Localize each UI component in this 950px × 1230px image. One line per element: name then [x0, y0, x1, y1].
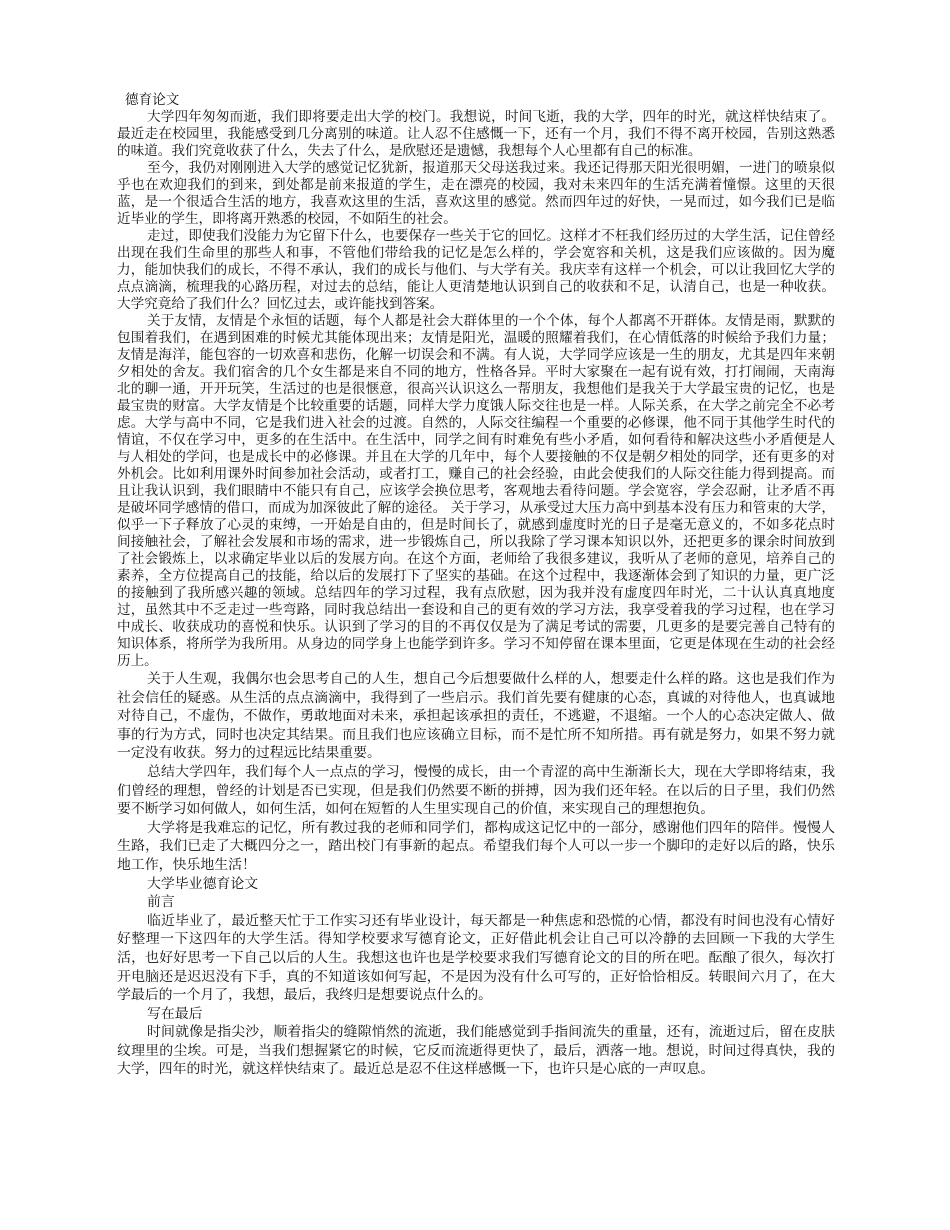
preface-paragraph: 临近毕业了，最近整天忙于工作实习还有毕业设计，每天都是一种焦虑和恐慌的心情，都没有时间也没有心情好好整理一下这四年的大学生活。得知学校要求写德育论文，正好借此机会让自己可以冷静的去回顾一下我的大学生活，也好好思考一下自己以后的人生。我想这也许也是学校要求我们写德育论文的目的所在吧。酝酿了很久，每次打开电脑还是迟迟没有下手，真的不知道该如何写起，不是因为没有什么可写的，正好恰恰相反。转眼间六月了，在大学最后的一个月了，我想，最后，我终归是想要说点什么的。	[117, 912, 835, 1004]
last-heading: 写在最后	[147, 1005, 203, 1022]
paragraph-outlook: 关于人生观，我偶尔也会思考自己的人生，想自己今后想要做什么样的人，想要走什么样的路。这也是我们作为社会信任的疑惑。从生活的点点滴滴中，我得到了一些启示。我们首先要有健康的心态，真诚的对待他人，也真诚地对待自己，不虚伪，不做作，勇敢地面对未来，承担起该承担的责任，不逃避，不退缩。一个人的心态决定做人、做事的行为方式，同时也决定其结果。而且我们也应该确立目标，而不是忙所不知所措。再有就是努力，如果不努力就一定没有收获。努力的过程远比结果重要。	[117, 671, 835, 762]
paragraph-memory: 至今，我仍对刚刚进入大学的感觉记忆犹新，报道那天父母送我过来。我还记得那天阳光很明媚，一进门的喷泉似乎也在欢迎我们的到来，到处都是前来报道的学生，走在漂亮的校园，我对未来四年的生活充满着憧憬。这里的天很蓝，是一个很适合生活的地方，我喜欢这里的生活，喜欢这里的感觉。然而四年过的好快，一晃而过，如今我们已是临近毕业的学生，即将离开熟悉的校园，不如陌生的社会。	[117, 160, 835, 227]
paragraph-closing: 大学将是我难忘的记忆，所有教过我的老师和同学们，都构成这记忆中的一部分，感谢他们四年的陪伴。慢慢人生路，我们已走了大概四分之一，踏出校门有事新的起点。希望我们每个人可以一步一个脚印的走好以后的路，快乐地工作，快乐地生活！	[117, 819, 835, 873]
paragraph-recall: 走过，即使我们没能力为它留下什么，也要保存一些关于它的回忆。这样才不枉我们经历过的大学生活，记住曾经出现在我们生命里的那些人和事，不管他们带给我的记忆是怎么样的，学会宽容和关机，这是我们应该做的。因为魔力，能加快我们的成长，不得不承认，我们的成长与他们、与大学有关。我庆幸有这样一个机会，可以让我回忆大学的点点滴滴，梳理我的心路历程，对过去的总结，能让人更清楚地认识到自己的收获和不足，认清自己，也是一种收获。大学究竟给了我们什么？回忆过去，或许能找到答案。	[117, 228, 835, 312]
paragraph-intro: 大学四年匆匆而逝，我们即将要走出大学的校门。我想说，时间飞逝，我的大学，四年的时光，就这样快结束了。最近走在校园里，我能感受到几分离别的味道。让人忍不住感慨一下，还有一个月，我们不得不离开校园，告别这熟悉的味道。我们究竟收获了什么，失去了什么，是欣慰还是遗憾，我想每个人心里都有自己的标准。	[117, 109, 835, 159]
second-title: 大学毕业德育论文	[147, 875, 259, 892]
paragraph-friendship-study: 关于友情，友情是个永恒的话题，每个人都是社会大群体里的一个个体，每个人都离不开群体。友情是雨，默默的包围着我们，在遇到困难的时候尤其能体现出来；友情是阳光，温暖的照耀着我们，在心情低落的时候给予我们力量；友情是海洋，能包容的一切欢喜和悲伤，化解一切误会和不满。有人说，大学同学应该是一生的朋友，尤其是四年来朝夕相处的舍友。我们宿舍的几个女生都是来自不同的地方，性格各异。平时大家聚在一起有说有效，打打闹闹，天南海北的聊一通，开开玩笑，生活过的也是很惬意，很高兴认识这么一帮朋友，我想他们是我关于大学最宝贵的记忆，也是最宝贵的财富。大学友情是个比较重要的话题，同样大学力度饿人际交往也是一样。人际关系，在大学之前完全不必考虑。大学与高中不同，它是我们进入社会的过渡。自然的，人际交往编程一个重要的必修课，他不同于其他学生时代的情谊，不仅在学习中，更多的在生活中。在生活中，同学之间有时难免有些小矛盾，如何看待和解决这些小矛盾便是人与人相处的学问，也是成长中的必修课。并且在大学的几年中，每个人要接触的不仅是朝夕相处的同学，还有更多的对外机会。比如利用课外时间参加社会活动，或者打工，赚自己的社会经验，由此会使我们的人际交往能力得到提高。而且让我认识到，我们眼睛中不能只有自己，应该学会换位思考，客观地去看待问题。学会宽容，学会忍耐，让矛盾不再是破坏同学感情的借口，而成为加深彼此了解的途径。 关于学习，从承受过大压力高中到基本没有压力和管束的大学，似乎一下子释放了心灵的束缚，一开始是自由的，但是时间长了，就感到虚度时光的日子是毫无意义的，不如多花点时间接触社会，了解社会发展和市场的需求，进一步锻炼自己，所以我除了学习课本知识以外，还把更多的课余时间放到了社会锻炼上，以求确定毕业以后的发展方向。在这个方面，老师给了我很多建议，我听从了老师的意见，培养自己的素养，全方位提高自己的技能，给以后的发展打下了坚实的基础。在这个过程中，我逐渐体会到了知识的力量，更广泛的接触到了我所感兴趣的领域。总结四年的学习过程，我有点欣慰，因为我并没有虚度四年时光，二十认认真真地度过，虽然其中不乏走过一些弯路，同时我总结出一套设和自己的更有效的学习方法，我享受着我的学习过程，也在学习中成长、收获成功的喜悦和快乐。认识到了学习的目的不再仅仅是为了满足考试的需要，几更多的是要完善自己特有的知识体系，将所学为我所用。从身边的同学身上也能学到许多。学习不知停留在课本里面，它更是体现在生动的社会经历上。	[117, 313, 835, 669]
document-title: 德育论文	[125, 92, 180, 108]
preface-heading: 前言	[147, 894, 175, 911]
last-paragraph: 时间就像是指尖沙，顺着指尖的缝隙悄然的流逝，我们能感觉到手指间流失的重量，还有，流逝过后，留在皮肤纹理里的尘埃。可是，当我们想握紧它的时候，它反而流逝得更快了，最后，洒落一地。想说，时间过得真快，我的大学，四年的时光，就这样快结束了。最近总是忍不住这样感慨一下，也许只是心底的一声叹息。	[117, 1024, 835, 1078]
paragraph-summary: 总结大学四年，我们每个人一点点的学习，慢慢的成长，由一个青涩的高中生渐渐长大，现在大学即将结束，我们曾经的理想，曾经的计划是否已实现，但是我们仍然要不断的拼搏，因为我们还年轻。在以后的日子里，我们仍然要不断学习如何做人，如何生活，如何在短暂的人生里实现自己的价值，来实现自己的理想抱负。	[117, 763, 835, 818]
document-page	[117, 92, 835, 1079]
